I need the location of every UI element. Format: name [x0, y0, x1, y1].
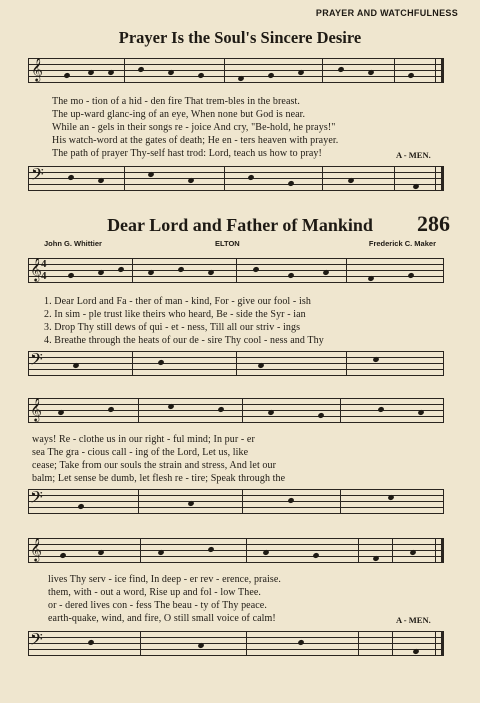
- note-icon: [63, 72, 70, 79]
- system-2-treble-staff: [28, 398, 444, 426]
- bass-clef-icon: 𝄢: [30, 489, 43, 511]
- note-icon: [157, 549, 164, 556]
- system-1-verse-1: 1. Dear Lord and Fa - ther of man - kind, For - give our fool - ish: [44, 296, 311, 307]
- note-icon: [287, 272, 294, 279]
- hymn-1-treble-staff: [28, 58, 444, 86]
- note-icon: [367, 69, 374, 76]
- note-icon: [147, 171, 154, 178]
- section-header: PRAYER AND WATCHFULNESS: [315, 8, 458, 18]
- note-icon: [337, 66, 344, 73]
- note-icon: [412, 183, 419, 190]
- note-icon: [407, 272, 414, 279]
- note-icon: [252, 266, 259, 273]
- note-icon: [377, 406, 384, 413]
- system-2-verse-2: sea The gra - cious call - ing of the Lord, Let us, like: [32, 447, 249, 458]
- note-icon: [367, 275, 374, 282]
- note-icon: [317, 412, 324, 419]
- note-icon: [267, 72, 274, 79]
- system-2-verse-4: balm; Let sense be dumb, let flesh re - tire; Speak through the: [32, 473, 286, 484]
- note-icon: [297, 639, 304, 646]
- system-2-bass-staff: [28, 489, 444, 517]
- treble-clef-icon: 𝄞: [31, 59, 43, 81]
- note-icon: [297, 69, 304, 76]
- system-2-verse-1: ways! Re - clothe us in our right - ful mind; In pur - er: [32, 434, 255, 445]
- hymn-2-amen: A - MEN.: [396, 615, 431, 625]
- time-signature-icon: 4 4: [41, 258, 47, 282]
- note-icon: [372, 356, 379, 363]
- hymn-number: 286: [417, 211, 450, 236]
- system-3-verse-3: or - dered lives con - fess The beau - ty of Thy peace.: [48, 600, 267, 611]
- system-1-verse-4: 4. Breathe through the heats of our de - sire Thy cool - ness and Thy: [44, 335, 324, 346]
- note-icon: [67, 174, 74, 181]
- note-icon: [197, 642, 204, 649]
- note-icon: [407, 72, 414, 79]
- bass-clef-icon: 𝄢: [31, 166, 44, 188]
- treble-clef-icon: 𝄞: [30, 399, 42, 421]
- note-icon: [167, 403, 174, 410]
- system-3-bass-staff: [28, 631, 444, 659]
- note-icon: [247, 174, 254, 181]
- note-icon: [57, 409, 64, 416]
- treble-clef-icon: 𝄞: [30, 259, 42, 281]
- note-icon: [387, 494, 394, 501]
- hymn-1-title: Prayer Is the Soul's Sincere Desire: [118, 28, 362, 47]
- system-3-verse-4: earth-quake, wind, and fire, O still small voice of calm!: [48, 613, 276, 624]
- note-icon: [372, 555, 379, 562]
- note-icon: [417, 409, 424, 416]
- note-icon: [217, 406, 224, 413]
- bass-clef-icon: 𝄢: [30, 631, 43, 653]
- note-icon: [237, 75, 244, 82]
- note-icon: [77, 503, 84, 510]
- note-icon: [67, 272, 74, 279]
- note-icon: [117, 266, 124, 273]
- note-icon: [167, 69, 174, 76]
- note-icon: [287, 180, 294, 187]
- hymn-2-author: John G. Whittier: [44, 239, 102, 248]
- note-icon: [257, 362, 264, 369]
- note-icon: [412, 648, 419, 655]
- note-icon: [267, 409, 274, 416]
- note-icon: [147, 269, 154, 276]
- note-icon: [409, 549, 416, 556]
- note-icon: [87, 639, 94, 646]
- system-3-verse-2: them, with - out a word, Rise up and fol - low Thee.: [48, 587, 262, 598]
- system-1-treble-staff: [28, 258, 444, 286]
- system-1-verse-3: 3. Drop Thy still dews of qui - et - ness, Till all our striv - ings: [44, 322, 301, 333]
- hymn-1-verse-2: The up-ward glanc-ing of an eye, When none but God is near.: [52, 109, 306, 120]
- system-3-treble-staff: [28, 538, 444, 566]
- hymn-1-verse-1: The mo - tion of a hid - den fire That trem-bles in the breast.: [52, 96, 300, 107]
- note-icon: [312, 552, 319, 559]
- bass-clef-icon: 𝄢: [30, 351, 43, 373]
- hymn-1-verse-3: While an - gels in their songs re - joice And cry, "Be-hold, he prays!": [52, 122, 336, 133]
- note-icon: [157, 359, 164, 366]
- system-1-bass-staff: [28, 351, 444, 379]
- note-icon: [137, 66, 144, 73]
- note-icon: [262, 549, 269, 556]
- note-icon: [197, 72, 204, 79]
- note-icon: [207, 269, 214, 276]
- hymn-2-tune-name: ELTON: [215, 239, 240, 248]
- note-icon: [177, 266, 184, 273]
- note-icon: [347, 177, 354, 184]
- note-icon: [187, 177, 194, 184]
- note-icon: [322, 269, 329, 276]
- note-icon: [87, 69, 94, 76]
- note-icon: [97, 177, 104, 184]
- note-icon: [207, 546, 214, 553]
- note-icon: [107, 69, 114, 76]
- hymn-1-verse-5: The path of prayer Thy-self hast trod: Lord, teach us how to pray!: [52, 148, 322, 159]
- hymn-1-amen: A - MEN.: [396, 150, 431, 160]
- note-icon: [59, 552, 66, 559]
- system-2-verse-3: cease; Take from our souls the strain and stress, And let our: [32, 460, 277, 471]
- system-3-verse-1: lives Thy serv - ice find, In deep - er rev - erence, praise.: [48, 574, 282, 585]
- hymn-2-title: Dear Lord and Father of Mankind: [107, 215, 373, 235]
- note-icon: [72, 362, 79, 369]
- note-icon: [187, 500, 194, 507]
- hymn-2-composer: Frederick C. Maker: [368, 239, 436, 248]
- treble-clef-icon: 𝄞: [30, 539, 42, 561]
- note-icon: [97, 549, 104, 556]
- hymn-1-verse-4: His watch-word at the gates of death; He en - ters heaven with prayer.: [52, 135, 339, 146]
- note-icon: [97, 269, 104, 276]
- hymn-1-bass-staff: [28, 166, 444, 194]
- system-1-verse-2: 2. In sim - ple trust like theirs who heard, Be - side the Syr - ian: [44, 309, 306, 320]
- note-icon: [107, 406, 114, 413]
- note-icon: [287, 497, 294, 504]
